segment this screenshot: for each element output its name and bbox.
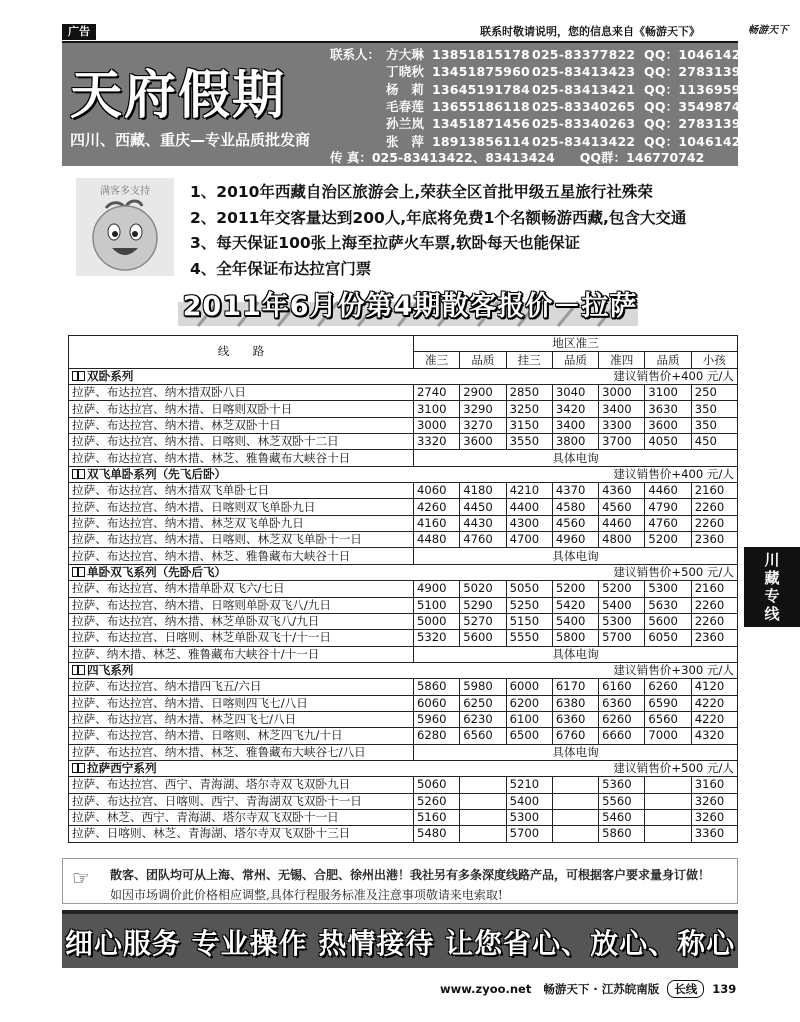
contact-mobile: 13655186118: [432, 98, 530, 114]
price-cell: 6050: [645, 630, 691, 646]
contact-qq: QQ：278313909: [644, 64, 759, 80]
price-cell: 4050: [645, 434, 691, 450]
section-title-cell: [69, 564, 460, 580]
contact-name: 毛春莲: [386, 98, 425, 114]
table-header-row: [69, 336, 738, 352]
price-cell: 6100: [506, 711, 552, 727]
section-price-note: 建议销售价+400 元/人: [460, 466, 738, 482]
route-cell: 拉萨、林芝、西宁、青海湖、塔尔寺双飞双卧十一日: [69, 809, 414, 825]
price-cell: [460, 826, 506, 842]
route-cell: 拉萨、布达拉宫、纳木措双飞单卧七日: [69, 483, 414, 499]
price-list-title: 2011年6月份第4期散客报价－拉萨: [182, 291, 638, 322]
price-cell: 2260: [691, 597, 737, 613]
price-cell: 3000: [414, 417, 460, 433]
price-cell: 5630: [645, 597, 691, 613]
source-note: 联系时敬请说明，您的信息来自《畅游天下》: [480, 25, 700, 38]
price-cell: 6360: [552, 711, 598, 727]
contact-phone: 025-83413422: [532, 133, 636, 149]
price-cell: 3800: [552, 434, 598, 450]
section-title: 拉萨西宁系列: [87, 761, 157, 776]
route-cell: 拉萨、布达拉宫、纳木措双卧八日: [69, 385, 414, 401]
price-cell: 5400: [599, 597, 645, 613]
book-icon: [72, 371, 85, 381]
price-cell: 6200: [506, 695, 552, 711]
price-cell: 3250: [506, 401, 552, 417]
side-tab-char: 专: [764, 587, 780, 605]
table-row: [69, 826, 738, 842]
route-cell: 拉萨、布达拉宫、西宁、青海湖、塔尔寺双飞双卧九日: [69, 777, 414, 793]
section-title: 四飞系列: [87, 663, 134, 678]
footer-category-tag: 长线: [667, 980, 704, 998]
price-cell: 4060: [414, 483, 460, 499]
contact-row: [386, 80, 767, 98]
section-header-row: [69, 564, 738, 580]
price-cell: 5560: [599, 793, 645, 809]
price-cell: [460, 809, 506, 825]
price-cell: 4180: [460, 483, 506, 499]
route-cell: 拉萨、布达拉宫、纳木措、日喀则单卧双飞八/九日: [69, 597, 414, 613]
departure-note: 散客、团队均可从上海、常州、无锡、合肥、徐州出港！我社另有多条深度线路产品，可根据客户要求量身订做！: [110, 868, 711, 882]
price-cell: 4210: [506, 483, 552, 499]
price-cell: 5210: [506, 777, 552, 793]
section-title: 双卧系列: [87, 368, 134, 383]
price-cell: 5600: [645, 613, 691, 629]
price-cell: 4260: [414, 499, 460, 515]
table-row: [69, 793, 738, 809]
price-cell: 2360: [691, 532, 737, 548]
route-cell: 拉萨、布达拉宫、纳木措、林芝双飞单卧九日: [69, 515, 414, 531]
side-tab-char: 藏: [764, 569, 780, 587]
contact-name: 丁晓秋: [386, 64, 425, 80]
price-cell: [645, 826, 691, 842]
route-cell: 拉萨、布达拉宫、纳木措、林芝单卧双飞八/九日: [69, 613, 414, 629]
contact-mobile: 13851815178: [432, 47, 530, 62]
route-cell: 拉萨、布达拉宫、纳木措、林芝、雅鲁藏布大峡谷七/八日: [69, 744, 414, 760]
side-tab-char: 线: [764, 605, 780, 623]
price-cell: 5200: [599, 581, 645, 597]
price-cell: 3600: [645, 417, 691, 433]
price-cell: 6060: [414, 695, 460, 711]
contact-mobile: 13451875960: [432, 64, 530, 80]
price-cell: 6760: [552, 728, 598, 744]
price-cell: [552, 809, 598, 825]
price-cell: 2360: [691, 630, 737, 646]
contact-row: [386, 132, 767, 150]
book-icon: [72, 763, 85, 773]
price-cell: 4320: [691, 728, 737, 744]
price-cell: [552, 777, 598, 793]
price-cell: 5550: [506, 630, 552, 646]
price-cell: 6380: [552, 695, 598, 711]
table-row: [69, 613, 738, 629]
section-price-note: 建议销售价+500 元/人: [460, 760, 738, 776]
contact-name: 方大琳: [386, 47, 425, 62]
contact-row: [386, 62, 758, 80]
price-cell: 2260: [691, 515, 737, 531]
table-row: [69, 744, 738, 760]
route-cell: 拉萨、布达拉宫、纳木措、日喀则四飞七/八日: [69, 695, 414, 711]
price-cell: 5270: [460, 613, 506, 629]
route-cell: 拉萨、纳木措、林芝、雅鲁藏布大峡谷十/十一日: [69, 646, 414, 662]
route-cell: 拉萨、布达拉宫、纳木措、日喀则双飞单卧九日: [69, 499, 414, 515]
price-cell: [645, 809, 691, 825]
price-cell: 6360: [599, 695, 645, 711]
price-cell: 4560: [552, 515, 598, 531]
ad-tag: 广告: [62, 24, 96, 40]
table-row: [69, 532, 738, 548]
price-cell: 6560: [460, 728, 506, 744]
column-header: 小孩: [691, 352, 737, 368]
price-cell: 5480: [414, 826, 460, 842]
price-cell: 5800: [552, 630, 598, 646]
service-banner: [62, 910, 738, 968]
price-cell: [460, 793, 506, 809]
section-title-cell: [69, 760, 460, 776]
price-cell: 3700: [599, 434, 645, 450]
price-cell: 5860: [599, 826, 645, 842]
price-cell: 3360: [691, 826, 737, 842]
contact-qq: QQ：1046142728: [644, 47, 768, 62]
table-row: [69, 581, 738, 597]
price-cell: 5860: [414, 679, 460, 695]
price-cell: 4220: [691, 711, 737, 727]
price-cell: 6170: [552, 679, 598, 695]
agency-header: [62, 43, 768, 166]
inquiry-cell: 具体电询: [414, 450, 738, 466]
table-row: [69, 646, 738, 662]
highlight-item: 2、2011年交客量达到200人,年底将免费1个名额畅游西藏,包含大交通: [190, 208, 687, 227]
price-cell: 3100: [645, 385, 691, 401]
price-cell: 3270: [460, 417, 506, 433]
route-header: 线 路: [69, 336, 414, 369]
price-cell: 5700: [506, 826, 552, 842]
route-cell: 拉萨、布达拉宫、纳木措、林芝、雅鲁藏布大峡谷十日: [69, 450, 414, 466]
column-header: 品质: [645, 352, 691, 368]
table-row: [69, 809, 738, 825]
price-cell: 2160: [691, 581, 737, 597]
price-cell: 3600: [460, 434, 506, 450]
price-cell: 4760: [460, 532, 506, 548]
route-cell: 拉萨、布达拉宫、纳木措、日喀则双卧十日: [69, 401, 414, 417]
price-cell: 3000: [599, 385, 645, 401]
route-cell: 拉萨、布达拉宫、纳木措、日喀则、林芝四飞九/十日: [69, 728, 414, 744]
price-cell: 6230: [460, 711, 506, 727]
price-cell: 2900: [460, 385, 506, 401]
price-cell: 4480: [414, 532, 460, 548]
column-header: 准三: [414, 352, 460, 368]
price-cell: 2850: [506, 385, 552, 401]
contact-name: 张 萍: [386, 133, 425, 149]
price-cell: 4430: [460, 515, 506, 531]
section-title-cell: [69, 368, 460, 384]
contact-mobile: 13645191784: [432, 81, 530, 97]
price-cell: 6560: [645, 711, 691, 727]
table-row: [69, 401, 738, 417]
price-cell: 3400: [552, 417, 598, 433]
section-title-cell: [69, 466, 460, 482]
contact-phone: 025-83377822: [532, 47, 636, 62]
contact-qq: QQ：1136959703: [644, 81, 768, 97]
price-cell: 4580: [552, 499, 598, 515]
price-cell: 4960: [552, 532, 598, 548]
footer-site: www.zyoo.net: [440, 982, 532, 996]
table-row: [69, 711, 738, 727]
price-cell: 4120: [691, 679, 737, 695]
price-cell: 4220: [691, 695, 737, 711]
price-cell: 5290: [460, 597, 506, 613]
price-cell: 4360: [599, 483, 645, 499]
contact-phone: 025-83340265: [532, 98, 636, 114]
table-row: [69, 434, 738, 450]
contact-phone: 025-83340263: [532, 116, 636, 132]
price-cell: 5400: [552, 613, 598, 629]
column-header: 品质: [552, 352, 598, 368]
price-cell: 6280: [414, 728, 460, 744]
table-row: [69, 728, 738, 744]
price-cell: 5260: [414, 793, 460, 809]
section-price-note: 建议销售价+300 元/人: [460, 662, 738, 678]
price-cell: 5700: [599, 630, 645, 646]
section-title-cell: [69, 662, 460, 678]
price-cell: 5980: [460, 679, 506, 695]
route-cell: 拉萨、日喀则、林芝、青海湖、塔尔寺双飞双卧十三日: [69, 826, 414, 842]
price-cell: 350: [691, 417, 737, 433]
price-cell: 5360: [599, 777, 645, 793]
inquiry-cell: 具体电询: [414, 744, 738, 760]
route-cell: 拉萨、布达拉宫、日喀则、西宁、青海湖双飞双卧十一日: [69, 793, 414, 809]
contact-row: [386, 114, 758, 132]
route-cell: 拉萨、布达拉宫、纳木措、林芝双卧十日: [69, 417, 414, 433]
price-cell: 5300: [506, 809, 552, 825]
contact-row: [386, 97, 758, 115]
price-cell: 5150: [506, 613, 552, 629]
table-row: [69, 597, 738, 613]
contact-name: 杨 莉: [386, 81, 425, 97]
contact-qq: QQ：278313909: [644, 116, 759, 132]
price-cell: 4160: [414, 515, 460, 531]
mascot-illustration: [76, 178, 174, 276]
fax-row: 传 真：025-83413422、83413424 QQ群：146770742: [330, 150, 705, 165]
price-cell: 5600: [460, 630, 506, 646]
price-cell: [460, 777, 506, 793]
price-cell: 5300: [645, 581, 691, 597]
price-cell: 350: [691, 401, 737, 417]
price-cell: 3260: [691, 793, 737, 809]
section-header-row: [69, 760, 738, 776]
price-cell: 2260: [691, 499, 737, 515]
table-row: [69, 417, 738, 433]
price-cell: 5420: [552, 597, 598, 613]
price-cell: 3260: [691, 809, 737, 825]
banner-slogan: 细心服务 专业操作 热情接待 让您省心、放心、称心: [64, 927, 736, 960]
price-cell: 5060: [414, 777, 460, 793]
contact-mobile: 18913856114: [432, 133, 530, 149]
price-cell: 6660: [599, 728, 645, 744]
book-icon: [72, 567, 85, 577]
contact-qq: QQ：1046142728: [644, 133, 768, 149]
price-adjust-note: 如因市场调价此价格相应调整,具体行程服务标准及注意事项敬请来电索取!: [110, 888, 503, 902]
route-cell: 拉萨、布达拉宫、纳木措单卧双飞六/七日: [69, 581, 414, 597]
route-cell: 拉萨、布达拉宫、纳木措、日喀则、林芝双飞单卧十一日: [69, 532, 414, 548]
price-cell: 5020: [460, 581, 506, 597]
side-tab-char: 川: [764, 551, 780, 569]
price-cell: 5200: [552, 581, 598, 597]
page-number: 139: [712, 982, 737, 996]
contact-name: 孙兰岚: [386, 116, 425, 132]
brand-slogan: 四川、西藏、重庆—专业品质批发商: [70, 131, 311, 149]
price-cell: 4460: [645, 483, 691, 499]
contact-mobile: 13451871456: [432, 116, 530, 132]
price-cell: 250: [691, 385, 737, 401]
price-cell: 5160: [414, 809, 460, 825]
price-cell: 3300: [599, 417, 645, 433]
price-cell: 6500: [506, 728, 552, 744]
price-cell: 450: [691, 434, 737, 450]
price-cell: 3040: [552, 385, 598, 401]
contact-phone: 025-83413421: [532, 81, 636, 97]
price-cell: [552, 793, 598, 809]
contact-qq: QQ：354987467: [644, 98, 759, 114]
price-cell: 6160: [599, 679, 645, 695]
table-row: [69, 483, 738, 499]
table-row: [69, 515, 738, 531]
price-cell: 3160: [691, 777, 737, 793]
price-cell: 6260: [645, 679, 691, 695]
price-cell: 4370: [552, 483, 598, 499]
price-cell: 6590: [645, 695, 691, 711]
table-row: [69, 630, 738, 646]
highlight-item: 3、每天保证100张上海至拉萨火车票,软卧每天也能保证: [190, 234, 581, 252]
inquiry-cell: 具体电询: [414, 548, 738, 564]
contact-label: 联系人：: [330, 47, 381, 62]
price-cell: 5250: [506, 597, 552, 613]
highlight-item: 4、全年保证布达拉宫门票: [190, 259, 372, 278]
pointing-hand-icon: ☞: [72, 866, 90, 890]
route-cell: 拉萨、布达拉宫、纳木措、林芝、雅鲁藏布大峡谷十日: [69, 548, 414, 564]
section-price-note: 建议销售价+500 元/人: [460, 564, 738, 580]
table-row: [69, 450, 738, 466]
column-header: 品质: [460, 352, 506, 368]
section-title: 双飞单卧系列（先飞后卧）: [87, 466, 227, 481]
book-icon: [72, 665, 85, 675]
price-cell: 5960: [414, 711, 460, 727]
price-cell: 4700: [506, 532, 552, 548]
price-cell: 4450: [460, 499, 506, 515]
table-row: [69, 385, 738, 401]
price-cell: 7000: [645, 728, 691, 744]
section-header-row: [69, 662, 738, 678]
price-cell: 3320: [414, 434, 460, 450]
price-cell: 4800: [599, 532, 645, 548]
price-cell: [645, 793, 691, 809]
price-cell: 3100: [414, 401, 460, 417]
price-cell: 2160: [691, 483, 737, 499]
section-side-tab: [744, 547, 800, 627]
section-price-note: 建议销售价+400 元/人: [460, 368, 738, 384]
price-cell: 5400: [506, 793, 552, 809]
price-cell: 4560: [599, 499, 645, 515]
price-cell: 2740: [414, 385, 460, 401]
price-cell: 5200: [645, 532, 691, 548]
price-cell: 4790: [645, 499, 691, 515]
contact-row: [386, 45, 767, 63]
price-cell: 3400: [599, 401, 645, 417]
price-cell: 6260: [599, 711, 645, 727]
price-cell: 5300: [599, 613, 645, 629]
section-header-row: [69, 466, 738, 482]
price-cell: 2260: [691, 613, 737, 629]
price-cell: 3630: [645, 401, 691, 417]
region-header: 地区准三: [414, 336, 738, 352]
table-row: [69, 499, 738, 515]
highlight-item: 1、2010年西藏自治区旅游会上,荣获全区首批甲级五星旅行社殊荣: [190, 183, 653, 201]
table-row: [69, 548, 738, 564]
section-header-row: [69, 368, 738, 384]
price-cell: 5050: [506, 581, 552, 597]
column-header: 挂三: [506, 352, 552, 368]
price-cell: 3550: [506, 434, 552, 450]
book-icon: [72, 469, 85, 479]
table-row: [69, 777, 738, 793]
route-cell: 拉萨、布达拉宫、纳木措四飞五/六日: [69, 679, 414, 695]
section-title: 单卧双飞系列（先卧后飞）: [87, 564, 227, 579]
price-cell: 3420: [552, 401, 598, 417]
route-cell: 拉萨、布达拉宫、纳木措、林芝四飞七/八日: [69, 711, 414, 727]
price-cell: 3150: [506, 417, 552, 433]
price-cell: 4900: [414, 581, 460, 597]
price-cell: 3290: [460, 401, 506, 417]
price-cell: 6250: [460, 695, 506, 711]
inquiry-cell: 具体电询: [414, 646, 738, 662]
route-cell: 拉萨、布达拉宫、日喀则、林芝单卧双飞十/十一日: [69, 630, 414, 646]
price-cell: 5320: [414, 630, 460, 646]
mascot-caption: 满客多支持: [100, 186, 150, 197]
page-footer: [440, 980, 736, 998]
column-header: 准四: [599, 352, 645, 368]
price-cell: 5000: [414, 613, 460, 629]
price-cell: 5100: [414, 597, 460, 613]
price-cell: [645, 777, 691, 793]
price-cell: [552, 826, 598, 842]
contact-phone: 025-83413423: [532, 64, 636, 80]
brand-title: 天府假期: [70, 65, 287, 126]
table-row: [69, 695, 738, 711]
price-cell: 4300: [506, 515, 552, 531]
table-row: [69, 679, 738, 695]
route-cell: 拉萨、布达拉宫、纳木措、日喀则、林芝双卧十二日: [69, 434, 414, 450]
price-cell: 6000: [506, 679, 552, 695]
price-table: [68, 335, 738, 843]
price-cell: 4460: [599, 515, 645, 531]
price-cell: 4400: [506, 499, 552, 515]
price-cell: 4760: [645, 515, 691, 531]
magazine-logo: 畅游天下: [748, 25, 788, 36]
price-cell: 5460: [599, 809, 645, 825]
footer-magazine: 畅游天下 · 江苏皖南版: [543, 982, 660, 996]
